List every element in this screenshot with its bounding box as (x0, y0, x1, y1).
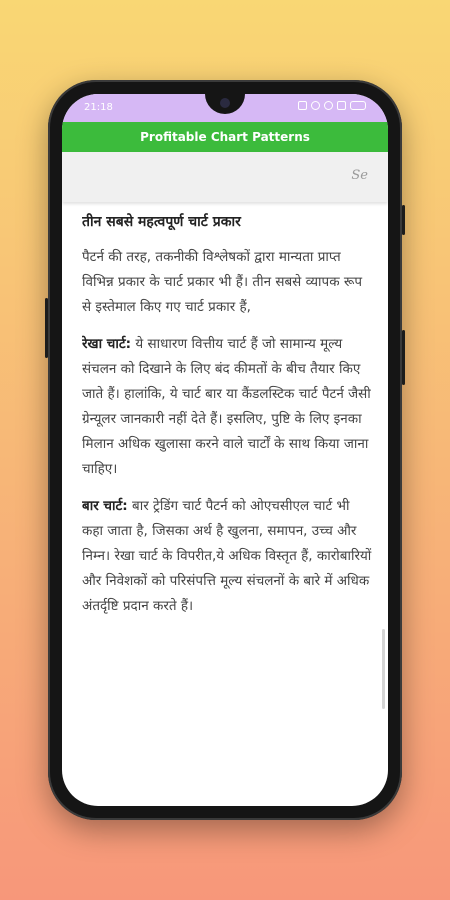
camera-icon (220, 98, 230, 108)
line-chart-text: ये साधारण वित्तीय चार्ट हैं जो सामान्य मूल्य संचलन को दिखाने के लिए बंद कीमतों के बीच तैयार किए जाते हैं। हालांकि, ये चार्ट बार या कैंडलस्टिक चार्ट पैटर्न जैसी ग्रेन्यूलर जानकारी नहीं देते हैं। इसलिए, पुष्टि के लिए इनका मिलान अधिक खुलासा करने वाले चार्टों के साथ किया जाना चाहिए। (82, 336, 371, 477)
article-content[interactable] (82, 202, 372, 806)
status-time: 21:18 (84, 102, 113, 113)
wifi-icon (324, 101, 333, 110)
app-bar (62, 122, 388, 152)
search-hint[interactable]: Se (351, 168, 368, 183)
phone-frame (48, 80, 402, 820)
line-chart-term: रेखा चार्ट: (82, 336, 132, 352)
article-heading: तीन सबसे महत्वपूर्ण चार्ट प्रकार (82, 214, 241, 230)
status-icons (298, 101, 366, 110)
side-button (402, 330, 405, 385)
phone-screen (62, 94, 388, 806)
bar-chart-term: बार चार्ट: (82, 498, 128, 514)
volume-button (45, 298, 48, 358)
bar-chart-paragraph (82, 494, 372, 619)
sim-icon (298, 101, 307, 110)
app-title: Profitable Chart Patterns (140, 130, 310, 144)
bar-chart-text: बार ट्रेडिंग चार्ट पैटर्न को ओएचसीएल चार्ट भी कहा जाता है, जिसका अर्थ है खुलना, समापन, उच्च और निम्न। रेखा चार्ट के विपरीत,ये अधिक विस्तृत हैं, कारोबारियों और निवेशकों को परिसंपत्ति मूल्य संचलनों के बारे में अधिक अंतर्दृष्टि प्रदान करते हैं। (82, 498, 372, 614)
power-button (402, 205, 405, 235)
battery-icon (350, 101, 366, 110)
line-chart-paragraph (82, 332, 372, 482)
signal-icon (337, 101, 346, 110)
scrollbar-thumb[interactable] (382, 629, 385, 709)
article-intro: पैटर्न की तरह, तकनीकी विश्लेषकों द्वारा मान्यता प्राप्त विभिन्न प्रकार के चार्ट प्रकार भी हैं। तीन सबसे व्यापक रूप से इस्तेमाल किए गए चार्ट प्रकार हैं, (82, 249, 363, 315)
alarm-icon (311, 101, 320, 110)
search-bar[interactable] (62, 152, 388, 202)
